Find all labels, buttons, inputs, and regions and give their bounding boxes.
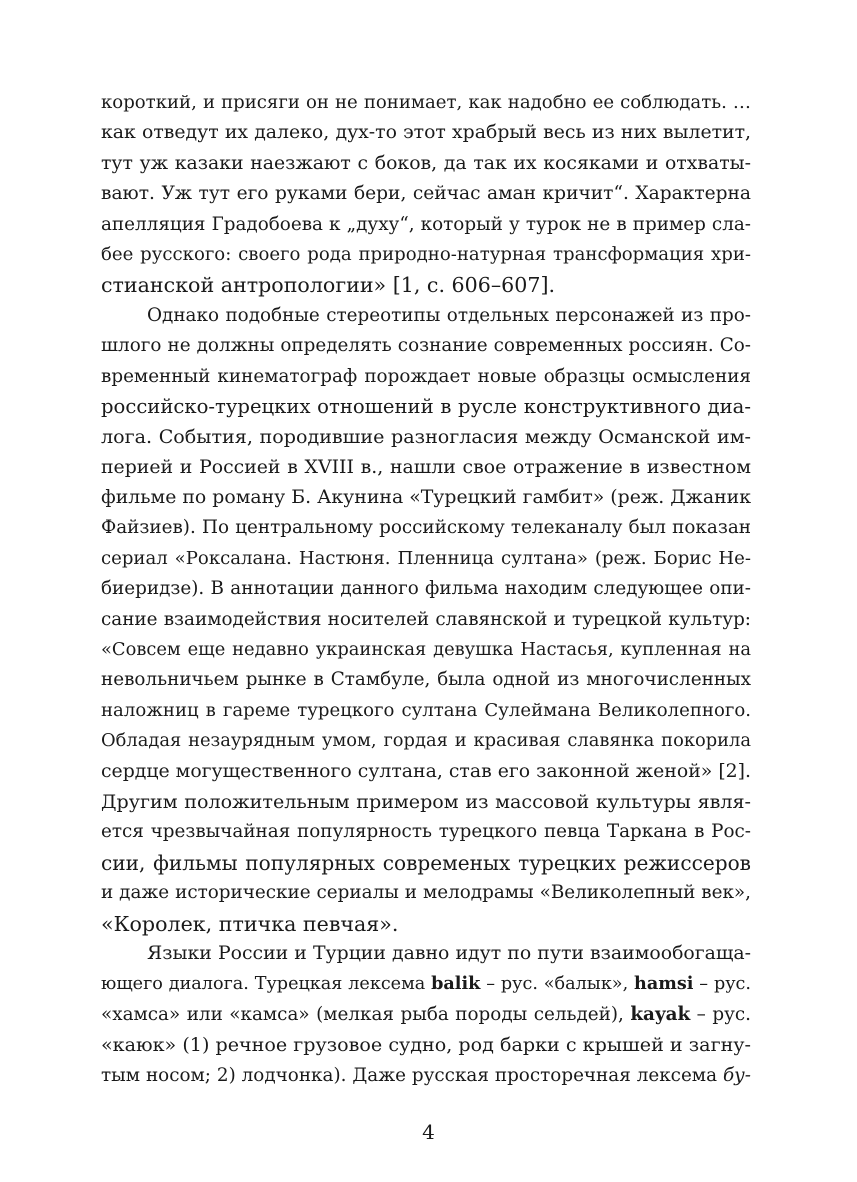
text-line: невольничьем рынке в Стамбуле, была одной из многочисленных xyxy=(101,669,751,691)
text-run: тым носом; 2) лодчонка). Даже русская просторечная лексема xyxy=(101,1064,723,1086)
text-line: лога. События, породившие разногласия между Османской им- xyxy=(101,425,751,449)
text-line: перией и Россией в XVIII в., нашли свое отражение в известном xyxy=(101,456,751,478)
bold-term: hamsi xyxy=(634,973,694,995)
text-line: стианской антропологии» [1, с. 606–607]. xyxy=(101,273,556,298)
text-run: ющего диалога. Турецкая лексема xyxy=(101,974,432,995)
text-line: ется чрезвычайная популярность турецкого певца Таркана в Рос- xyxy=(101,821,751,843)
text-run: – рус. «балык», xyxy=(480,974,635,995)
text-line: вают. Уж тут его руками бери, сейчас аман кричит“. Характерна xyxy=(101,183,751,205)
text-line: и даже исторические сериалы и мелодрамы «Великолепный век», xyxy=(101,882,751,904)
text-line: «каюк» (1) речное грузовое судно, род барки с крышей и загну- xyxy=(101,1033,751,1057)
text-line xyxy=(101,1061,751,1091)
text-line: Файзиев). По центральному российскому телеканалу был показан xyxy=(101,517,751,539)
text-line xyxy=(101,969,751,999)
text-line: сердце могущественного султана, став его законной женой» [2]. xyxy=(101,760,751,782)
text-run: – рус. xyxy=(693,974,751,995)
body-text xyxy=(101,88,751,1091)
text-line: бее русского: своего рода природно-натурная трансформация хри- xyxy=(101,243,751,265)
text-line: как отведут их далеко, дух-то этот храбрый весь из них вылетит, xyxy=(101,122,751,144)
text-line: Языки России и Турции давно идут по пути взаимообогаща- xyxy=(147,942,751,964)
text-line: временный кинематограф порождает новые образцы осмысления xyxy=(101,365,751,387)
text-line xyxy=(101,1000,751,1030)
text-line: Другим положительным примером из массовой культуры явля- xyxy=(101,789,751,813)
text-line: шлого не должны определять сознание современных россиян. Со- xyxy=(101,335,751,357)
italic-term: бу- xyxy=(722,1064,751,1086)
bold-term: kayak xyxy=(630,1003,691,1025)
text-run: «хамса» или «камса» (мелкая рыба породы сельдей), xyxy=(101,1003,631,1025)
text-line: фильме по роману Б. Акунина «Турецкий гамбит» (реж. Джаник xyxy=(101,487,751,509)
text-line: апелляция Градобоева к „духу“, который у турок не в пример сла- xyxy=(101,213,751,235)
page-number: 4 xyxy=(422,1120,435,1144)
text-line: короткий, и присяги он не понимает, как надобно ее соблюдать. … xyxy=(101,92,751,113)
text-run: – рус. xyxy=(690,1003,751,1025)
text-line: Обладая незаурядным умом, гордая и красивая славянка покорила xyxy=(101,730,751,752)
text-line: «Совсем еще недавно украинская девушка Настасья, купленная на xyxy=(101,639,751,661)
text-line: сии, фильмы популярных современых турецких режиссеров xyxy=(101,850,751,875)
text-line: Однако подобные стереотипы отдельных персонажей из про- xyxy=(147,304,751,326)
bold-term: balik xyxy=(431,973,481,995)
text-line: биеридзе). В аннотации данного фильма находим следующее опи- xyxy=(101,578,751,600)
text-line: наложниц в гареме турецкого султана Сулеймана Великолепного. xyxy=(101,699,751,721)
text-line: тут уж казаки наезжают с боков, да так их косяками и отхваты- xyxy=(101,152,751,174)
text-line: сериал «Роксалана. Настюня. Пленница султана» (реж. Борис Не- xyxy=(101,547,751,569)
text-line: «Королек, птичка певчая». xyxy=(101,911,399,936)
text-line: сание взаимодействия носителей славянской и турецкой культур: xyxy=(101,608,751,630)
text-line: российско-турецких отношений в русле конструктивного диа- xyxy=(101,394,751,418)
